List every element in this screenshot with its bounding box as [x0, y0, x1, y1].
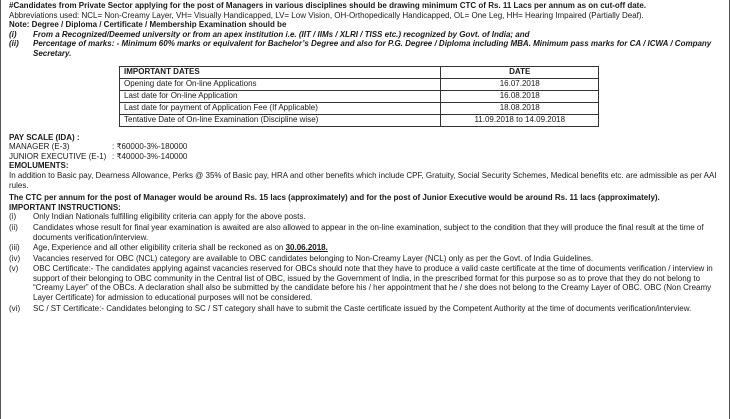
instruction-number: (ii)	[9, 222, 18, 232]
note-item-text: Percentage of marks: - Minimum 60% marks or equivalent for Bachelor’s Degree and also for P.G. Degree / Diploma including MBA. Minimum pass marks for CA / ICWA / Company Secretary.	[33, 39, 712, 58]
instruction-item	[9, 212, 721, 222]
date-cell: 16.07.2018	[441, 78, 599, 90]
instruction-item	[9, 243, 721, 253]
note-item	[9, 39, 721, 58]
instruction-item	[9, 223, 721, 242]
event-cell: Last date for On-line Application	[120, 90, 441, 102]
note-item	[9, 30, 721, 40]
pay-post: JUNIOR EXECUTIVE (E-1)	[9, 151, 107, 161]
note-item-number: (ii)	[9, 39, 19, 49]
instruction-text	[33, 243, 721, 253]
event-cell: Last date for payment of Application Fee (If Applicable)	[120, 102, 441, 114]
date-cell: 18.08.2018	[441, 102, 599, 114]
event-cell: Opening date for On-line Applications	[120, 78, 441, 90]
pay-post: MANAGER (E-3)	[9, 142, 70, 152]
emoluments-text: In addition to Basic pay, Dearness Allowance, Perks @ 35% of Basic pay, HRA and other benefits which include CPF, Gratuity, Social Security Schemes, Medical benefits etc. are admissible as per AAI rules.	[9, 170, 717, 190]
pay-scale-row	[9, 142, 721, 152]
table-row	[120, 102, 599, 114]
header-event: IMPORTANT DATES	[120, 66, 441, 78]
table-header-row	[120, 66, 599, 78]
emoluments-title: EMOLUMENTS:	[9, 161, 69, 171]
candidates-note: #Candidates from Private Sector applying for the post of Managers in various disciplines should be drawing minimum CTC of Rs. 11 Lacs per annum as on cut-off date.	[9, 1, 647, 10]
instruction-number: (v)	[9, 264, 19, 274]
instruction-item	[9, 254, 721, 264]
instruction-number: (iv)	[9, 253, 21, 263]
instruction-text: Only Indian Nationals fulfilling eligibility criteria can apply for the above posts.	[33, 212, 306, 222]
note-item-number: (i)	[9, 29, 17, 39]
pay-scale-row	[9, 152, 721, 162]
instruction-number: (iii)	[9, 243, 20, 253]
cutoff-date: 30.06.2018.	[285, 243, 328, 253]
instruction-item	[9, 264, 721, 302]
header-date: DATE	[441, 66, 599, 78]
instruction-number: (i)	[9, 212, 17, 222]
instruction-text: SC / ST Certificate:- Candidates belonging to SC / ST category shall have to submit the Caste certificate issued by the Competent Authority at the time of documents verification/interview.	[33, 303, 692, 313]
important-dates-table	[119, 66, 599, 127]
instruction-item	[9, 304, 721, 314]
pay-value: : ₹60000-3%-180000	[112, 142, 188, 152]
pay-scale-title: PAY SCALE (IDA) :	[9, 132, 80, 142]
date-cell: 11.09.2018 to 14.09.2018	[441, 114, 599, 126]
instruction-text: OBC Certificate:- The candidates applying against vacancies reserved for OBCs should note that they have to produce a valid caste certificate at the time of documents verification / interview in support of their belonging to OBC community in the Central list of OBC, issued by the Government of India, in the prescribed format for this purpose so as to prove that they do not belong to “Creamy Layer” of the OBCs. A declaration shall also be submitted by the candidate before his / her appointment that he / she does not belong to the Creamy Layer of OBC. OBC (Non Creamy Layer Certificate) for admission to educational purposes will not be considered.	[33, 264, 713, 303]
instructions-title: IMPORTANT INSTRUCTIONS:	[9, 202, 121, 212]
note-item-text: From a Recognized/Deemed university or from an apex institution i.e. (IIT / IIMs / XLRI / TISS etc.) recognized by Govt. of India; and	[33, 29, 530, 39]
note-title: Note: Degree / Diploma / Certificate / Membership Examination should be	[9, 20, 287, 30]
table-row	[120, 114, 599, 126]
instruction-number: (vi)	[9, 303, 21, 313]
ctc-text: The CTC per annum for the post of Manager would be around Rs. 15 lacs (approximately) and for the post of Junior Executive would be around Rs. 11 lacs (approximately).	[9, 193, 660, 203]
date-cell: 16.08.2018	[441, 90, 599, 102]
event-cell: Tentative Date of On-line Examination (Discipline wise)	[120, 114, 441, 126]
table-row	[120, 78, 599, 90]
abbreviations: Abbreviations used: NCL= Non-Creamy Layer, VH= Visually Handicapped, LV= Low Vision, OH-Orthopedically Handicapped, OL= One Leg, HH= Hearing Impaired (Partially Deaf).	[9, 10, 644, 20]
table-row	[120, 90, 599, 102]
pay-value: : ₹40000-3%-140000	[112, 151, 188, 161]
instruction-text: Candidates whose result for final year examination is awaited are also allowed to appear in the on-line examination, subject to the condition that they will produce the final result at the time of documents verification/interview.	[33, 222, 704, 242]
instruction-text: Vacancies reserved for OBC (NCL) category are available to OBC candidates belonging to Non-Creamy Layer (NCL) only as per the Govt. of India Guidelines.	[33, 253, 594, 263]
instruction-text-part: Age, Experience and all other eligibility criteria shall be reckoned as on	[33, 243, 286, 253]
